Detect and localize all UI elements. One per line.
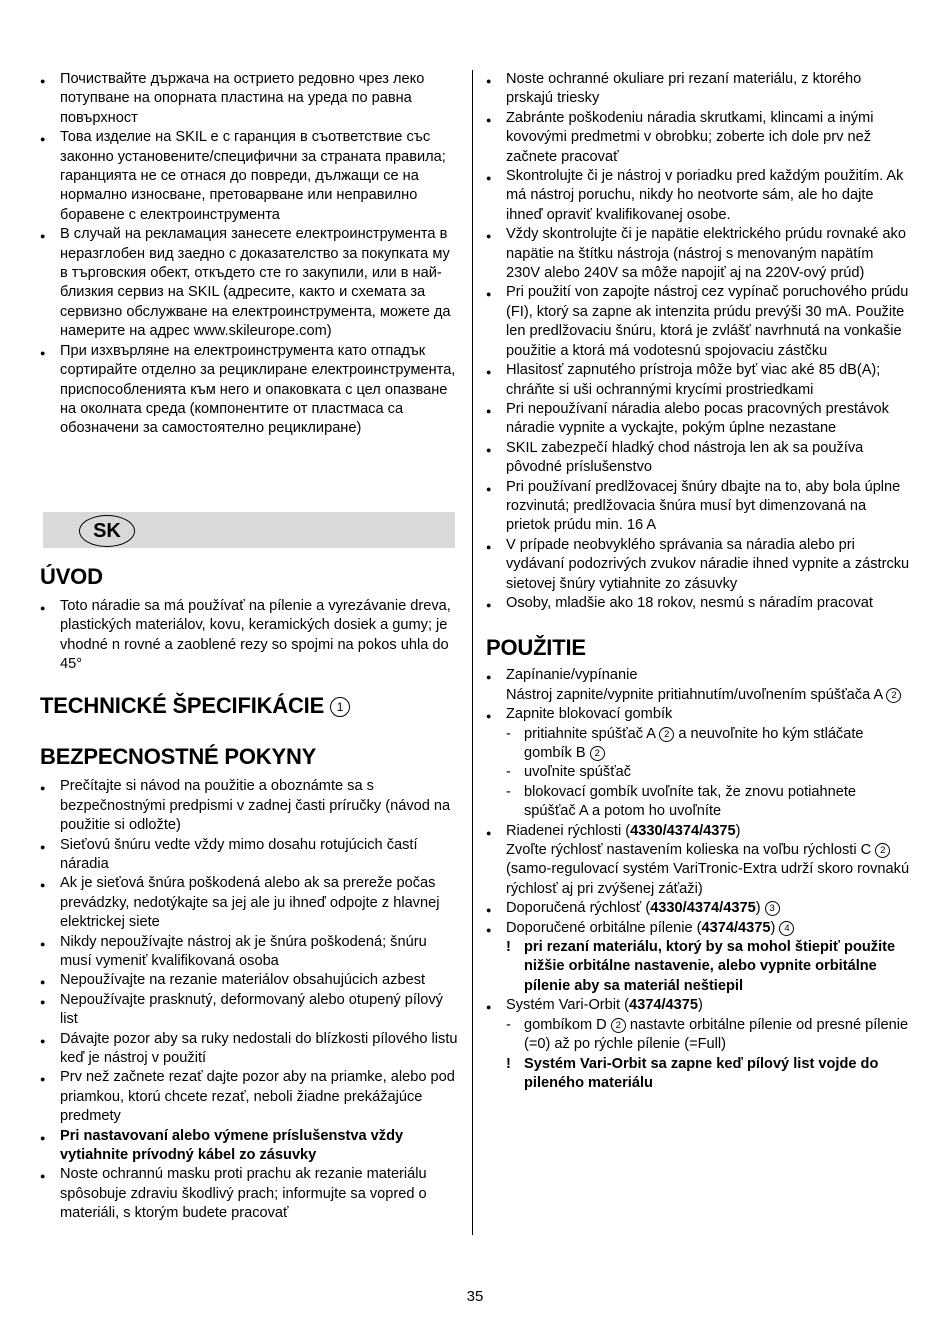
orbital-warning bbox=[486, 938, 911, 996]
list-item: ● Prečítajte si návod na použitie a oboznámte sa s bezpečnostnými predpismi v zadnej časti príručky (návod na použitie si odložte) bbox=[40, 777, 458, 835]
figure-ref-2: 2 bbox=[659, 727, 674, 742]
recspeed-suffix: ) bbox=[755, 900, 761, 917]
tech-spec-heading bbox=[40, 693, 458, 719]
use-heading: POUŽITIE bbox=[486, 635, 586, 661]
orbital-suffix: ) bbox=[770, 919, 776, 936]
variorbit-models: 4374/4375 bbox=[628, 997, 698, 1014]
list-item-recspeed bbox=[486, 899, 911, 918]
left-column bbox=[40, 70, 458, 1224]
speed-suffix: ) bbox=[735, 822, 741, 839]
list-item: ● Това изделие на SKIL е с гаранция в съответствие със законно установените/специфични за страната правила; гаранцията не се отнася до повреди, дължащи се на нормално износване, претоварване или неправилно боравене с електроинструмента bbox=[40, 128, 458, 225]
figure-ref-2: 2 bbox=[590, 746, 605, 761]
list-item: ● V prípade neobvyklého správania sa náradia alebo pri vydávaní podozrivých zvukov náradie ihned vypnite a zástrcku sietovej šnúry vytiahnite zo zásuvky bbox=[486, 536, 911, 594]
list-item: ● Pri použití von zapojte nástroj cez vypínač poruchového prúdu (FI), ktorý sa zapne ak intenzita prúdu prevýši 30 mA. Použite len predlžovaciu šnúru, ktorá je zvlášť navrhnutá na vonkašie použitie a ktorá má vodotesnú spojovaciu zástčku bbox=[486, 283, 911, 361]
list-item-lock bbox=[486, 705, 911, 724]
uvod-bullet-list bbox=[40, 597, 458, 675]
variorbit-warning bbox=[486, 1055, 911, 1094]
speed-models: 4330/4374/4375 bbox=[630, 822, 736, 839]
page-number: 35 bbox=[466, 1288, 484, 1305]
safety-heading: BEZPECNOSTNÉ POKYNY bbox=[40, 744, 317, 770]
list-item: ● Nikdy nepoužívajte nástroj ak je šnúra poškodená; šnúru musí vymeniť kvalifikovaná osoba bbox=[40, 933, 458, 972]
figure-ref-3: 3 bbox=[765, 901, 780, 916]
list-item: ● Pri nepoužívaní náradia alebo pocas pracovných prestávok náradie vypnite a vyckajte, pokým úplne nezastane bbox=[486, 400, 911, 439]
use-bullet-list bbox=[486, 666, 911, 724]
list-item-speed bbox=[486, 822, 911, 900]
list-item: ● Hlasitosť zapnutého prístroja môže byť viac aké 85 dB(A); chráňte si uši ochrannými krycími prostriedkami bbox=[486, 361, 911, 400]
warning-mark: ! bbox=[506, 939, 511, 956]
figure-ref-1: 1 bbox=[330, 697, 350, 717]
list-item: ● В случай на рекламация занесете електроинструмента в неразглобен вид заедно с доказателство за покупката му в търговския обект, откъдето сте го закупили, или в най-близкия сервиз на SKIL (адресите, както и схемата за сервизно обслужване на електроинструмента, можете да намерите на адрес www.skileurope.com) bbox=[40, 225, 458, 341]
list-item: ● Ak je sieťová šnúra poškodená alebo ak sa prereže počas prevádzky, nedotýkajte sa jej ale ju ihneď odpojte z hlavnej elektrickej siete bbox=[40, 874, 458, 932]
onoff-text bbox=[506, 686, 911, 705]
dash-item: - blokovací gombík uvoľníte tak, že znovu potiahnete spúšťač A a potom ho uvoľníte bbox=[486, 783, 911, 822]
variorbit-warning-text: Systém Vari-Orbit sa zapne keď pílový list vojde do pileného materiálu bbox=[524, 1055, 879, 1091]
lock-title: ● Zapnite blokovací gombík bbox=[506, 706, 673, 723]
warning-mark: ! bbox=[506, 1055, 511, 1072]
dash-text: nastavte orbitálne pílenie od presné pílenie (=0) až po rýchle pílenie (=Full) bbox=[524, 1016, 909, 1053]
dash-text: pritiahnite spúšťač A bbox=[524, 725, 656, 742]
list-item: ● Nepoužívajte na rezanie materiálov obsahujúcich azbest bbox=[40, 971, 458, 990]
list-item: ● Zabránte poškodeniu náradia skrutkami, klincami a inými kovovými predmetmi v obrobku; zoberte ich dole prv než začnete pracovať bbox=[486, 109, 911, 167]
column-divider bbox=[472, 70, 473, 1235]
tech-spec-heading-text: TECHNICKÉ ŠPECIFIKÁCIE bbox=[40, 693, 325, 719]
onoff-title: ● Zapínanie/vypínanie bbox=[506, 667, 638, 684]
list-item: ● Pri používaní predlžovacej šnúry dbajte na to, aby bola úplne rozvinutá; predlžovacia šnúra musí byt dimenzovaná na prietok prúdu min. 16 A bbox=[486, 478, 911, 536]
list-item: ● Prv než začnete rezať dajte pozor aby na priamke, alebo pod priamkou, ktorú chcete rezať, neboli žiadne prekážajúce predmety bbox=[40, 1068, 458, 1126]
speed-text-a: Zvoľte rýchlosť nastavením kolieska na voľbu rýchlosti C bbox=[506, 842, 872, 859]
recspeed-prefix: Doporučená rýchlosť ( bbox=[506, 900, 651, 917]
list-item: ● При изхвърляне на електроинструмента като отпадък сортирайте отделно за рециклиране електроинструмента, приспособленията към него и опаковката с цел опазване на околната среда (компонентите от пластмаса са обозначени за самостоятелно рециклиране) bbox=[40, 342, 458, 439]
list-item: ● Toto náradie sa má používať na pílenie a vyrezávanie dreva, plastických materiálov, kovu, keramických dosiek a gumy; je vhodné n rovné a zaoblené rezy so spojmi na pokos uhla do 45° bbox=[40, 597, 458, 675]
language-bar bbox=[43, 512, 455, 548]
dash-item: - uvoľnite spúšťač bbox=[486, 763, 911, 782]
list-item: ● Skontrolujte či je nástroj v poriadku pred každým použitím. Ak má nástroj poruchu, nikdy ho neotvorte sám, ale ho dajte ihneď opraviť kvalifikovanej osobe. bbox=[486, 167, 911, 225]
speed-prefix: Riadenei rýchlosti ( bbox=[506, 822, 631, 839]
list-item-variorbit bbox=[486, 996, 911, 1015]
recspeed-models: 4330/4374/4375 bbox=[650, 900, 756, 917]
list-item: ● Nepoužívajte prasknutý, deformovaný alebo otupený pílový list bbox=[40, 991, 458, 1030]
list-item: ● Sieťovú šnúru vedte vždy mimo dosahu rotujúcich častí náradia bbox=[40, 836, 458, 875]
list-item: ● Vždy skontrolujte či je napätie elektrického prúdu rovnaké ako napätie na štítku nástroja (nástroj s menovaným napätím 230V alebo 240V sa môže napojiť aj na 220V-ový prúd) bbox=[486, 225, 911, 283]
list-item-orbital bbox=[486, 919, 911, 938]
bg-bullet-list bbox=[40, 70, 458, 439]
figure-ref-2: 2 bbox=[875, 843, 890, 858]
list-item: ● Dávajte pozor aby sa ruky nedostali do blízkosti pílového listu keď je nástroj v použití bbox=[40, 1030, 458, 1069]
use-bullet-list-2 bbox=[486, 822, 911, 938]
dash-item bbox=[486, 1016, 911, 1055]
uvod-heading: ÚVOD bbox=[40, 563, 103, 589]
orbital-models: 4374/4375 bbox=[701, 919, 771, 936]
figure-ref-2: 2 bbox=[611, 1018, 626, 1033]
speed-text-b: (samo-regulovací systém VariTronic-Extra udrží skoro rovnakú rýchlosť aj pri zvýšenej záťaži) bbox=[506, 861, 910, 897]
list-item: ● Почиствайте държача на острието редовно чрез леко потупване на опорната пластина на уреда по равна повърхност bbox=[40, 70, 458, 128]
dash-text: gombíkom D bbox=[524, 1016, 607, 1033]
list-item: ● Noste ochranné okuliare pri rezaní materiálu, z ktorého prskajú triesky bbox=[486, 70, 911, 109]
speed-text bbox=[506, 841, 911, 899]
right-column bbox=[486, 70, 911, 1093]
list-item: ● Noste ochrannú masku proti prachu ak rezanie materiálu spôsobuje zdraviu škodlivý prach; informujte sa vopred o materiáli, s ktorým budete pracovať bbox=[40, 1165, 458, 1223]
onoff-text-body: Nástroj zapnite/vypnite pritiahnutím/uvoľnením spúšťača A bbox=[506, 686, 883, 703]
safety-bullet-list-continued bbox=[486, 70, 911, 613]
list-item: ● Osoby, mladšie ako 18 rokov, nesmú s náradím pracovat bbox=[486, 594, 911, 613]
speed-title bbox=[506, 822, 911, 841]
dash-item bbox=[486, 725, 911, 764]
dash-text: a neuvoľnite ho kým stláčate gombík B bbox=[524, 725, 864, 761]
list-item-bold: ● Pri nastavovaní alebo výmene príslušenstva vždy vytiahnite prívodný kábel zo zásuvky bbox=[40, 1127, 458, 1166]
lock-dash-list bbox=[486, 725, 911, 822]
orbital-prefix: Doporučené orbitálne pílenie ( bbox=[506, 919, 702, 936]
figure-ref-2: 2 bbox=[886, 688, 901, 703]
safety-bullet-list bbox=[40, 777, 458, 1223]
language-badge: SK bbox=[79, 515, 135, 547]
use-bullet-list-3 bbox=[486, 996, 911, 1015]
variorbit-suffix: ) bbox=[697, 997, 703, 1014]
figure-ref-4: 4 bbox=[779, 921, 794, 936]
variorbit-prefix: Systém Vari-Orbit ( bbox=[506, 997, 629, 1014]
list-item: ● SKIL zabezpečí hladký chod nástroja len ak sa používa pôvodné príslušenstvo bbox=[486, 439, 911, 478]
variorbit-dash-list bbox=[486, 1016, 911, 1055]
orbital-warning-text: pri rezaní materiálu, ktorý by sa mohol štiepiť použite nižšie orbitálne nastavenie, alebo vypnite orbitálne pílenie aby sa materiál neštiepil bbox=[524, 939, 896, 994]
list-item-onoff bbox=[486, 666, 911, 705]
